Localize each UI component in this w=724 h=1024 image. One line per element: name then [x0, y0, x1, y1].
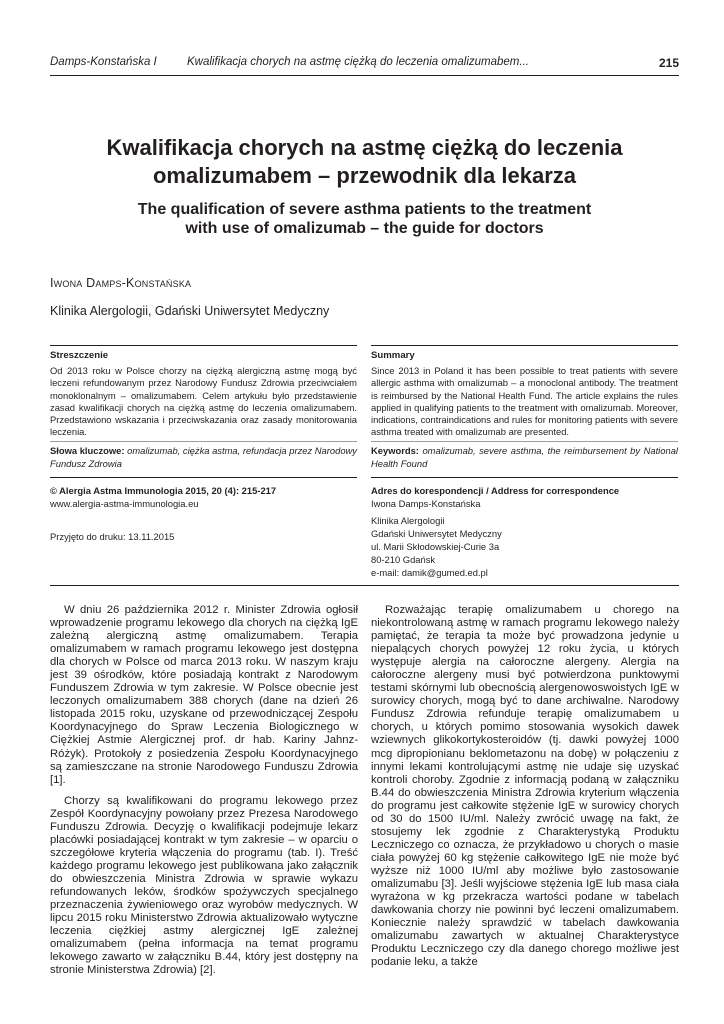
running-title: Kwalifikacja chorych na astmę ciężką do leczenia omalizumabem... — [187, 56, 529, 68]
abstract-en-keywords — [371, 445, 678, 469]
publication-top-rule — [50, 477, 357, 478]
correspondence-line-3: ul. Marii Skłodowskiej-Curie 3a — [371, 541, 500, 552]
abstract-en-divider — [371, 441, 678, 442]
body-paragraph: W dniu 26 października 2012 r. Minister Zdrowia ogłosił wprowadzenie programu lekowego dla chorych na ciężką IgE zależną alergiczną astmę omalizumabem. Terapia omalizumabem w ramach programu lekowego jest dostępna dla chorych w Polsce od marca 2013 roku. W naszym kraju jest 39 ośrodków, które posiadają kontrakt z Narodowym Funduszem Zdrowia w tym zakresie. W Polsce obecnie jest leczonych omalizumabem 388 chorych (dane na dzień 26 listopada 2015 roku, uzyskane od przewodniczącej Zespołu Koordynacyjnego do Spraw Leczenia Biologicznego w Ciężkiej Astmie Alergicznej prof. dr hab. Kariny Jahnz-Różyk). Protokoły z posiedzenia Zespołu Koordynacyjnego są zamieszczane na stronie Narodowego Funduszu Zdrowia [1]. — [50, 604, 358, 786]
author-name: Iwona Damps-Konstańska — [50, 276, 192, 290]
body-column-right — [371, 604, 679, 977]
keywords-pl-label: Słowa kluczowe: — [50, 445, 125, 457]
page-number: 215 — [658, 56, 679, 70]
body-paragraph: Rozważając terapię omalizumabem u chorego na niekontrolowaną astmę w ramach programu lekowego należy pamiętać, że terapia ta może być prowadzona jedynie u niepalących chorych powyżej 12 roku życia, u których występuje alergia na całoroczne alergeny. Alergia na całoroczne alergeny musi być potwierdzona punktowymi testami skórnymi lub obecnością alergenowoswoistych IgE w surowicy chorych, mogą być to dane archiwalne. Narodowy Fundusz Zdrowia refunduje terapię omalizumabem u chorych, u których pomimo stosowania wysokich dawek wziewnych glikokortykosteroidów (tj. dawki powyżej 1000 mcg dipropionianu beklometazonu na dobę) w połączeniu z innymi lekami kontrolującymi astmę nie udaje się uzyskać kontroli choroby. Zgodnie z informacją podaną w załączniku B.44 do obwieszczenia Ministra Zdrowia kryterium włączenia do programu jest całkowite stężenie IgE w surowicy chorych od 30 do 1500 IU/ml. Należy zwrócić uwagę na fakt, że stosujemy lek zgodnie z Charakterystyką Produktu Leczniczego co oznacza, że przykładowo u chorych o masie ciała powyżej 60 kg stężenie całkowitego IgE nie może być wyższe niż 1000 IU/ml aby możliwe było zastosowanie omalizumabu [3]. Jeśli wyjściowe stężenia IgE lub masa ciała wyrażona w kg przekracza wartości podane w tabelach dawkowania chorzy nie powinni być leczeni omalizumabem. Koniecznie należy sprawdzić w tabelach dawkowania omalizumabu zawartych w aktualnej Charakterystyce Produktu Leczniczego czy dla danego chorego możliwe jest podanie leku, a także — [371, 604, 679, 969]
abstract-en-text: Since 2013 in Poland it has been possible to treat patients with severe allergic asthma with omalizumab – a monoclonal antibody. The treatment is reimbursed by the National Health Fund. The article explains the rules applied in qualifying patients to the treatment with omalizumab. Moreover, indications, contraindications and rules for monitoring patients with severe asthma treated with omalizumab are presented. — [371, 365, 678, 438]
abstract-english — [371, 350, 678, 470]
abstract-pl-divider — [50, 441, 357, 442]
running-author: Damps-Konstańska I — [50, 56, 157, 68]
abstract-pl-top-rule — [50, 345, 357, 346]
keywords-en-label: Keywords: — [371, 445, 419, 457]
running-head — [50, 56, 679, 72]
correspondence-line-1: Klinika Alergologii — [371, 515, 445, 526]
keywords-en-text: omalizumab, severe asthma, the reimbursement by National Health Found — [371, 445, 678, 469]
abstract-pl-heading: Streszczenie — [50, 350, 109, 361]
article-title-polish — [50, 134, 679, 190]
title-en-line-1: The qualification of severe asthma patients to the treatment — [137, 201, 592, 218]
body-column-left — [50, 604, 358, 985]
journal-website-link[interactable]: www.alergia-astma-immunologia.eu — [50, 498, 199, 509]
title-pl-line-2: omalizumabem – przewodnik dla lekarza — [152, 163, 577, 188]
body-top-rule — [50, 585, 679, 586]
correspondence-email-link[interactable]: e-mail: damik@gumed.ed.pl — [371, 567, 488, 578]
correspondence-top-rule — [371, 477, 678, 478]
accepted-date: Przyjęto do druku: 13.11.2015 — [50, 531, 175, 542]
body-paragraph: Chorzy są kwalifikowani do programu lekowego przez Zespół Koordynacyjny powołany przez Prezesa Narodowego Funduszu Zdrowia. Decyzję o kwalifikacji podejmuje lekarz placówki posiadającej kontrakt w tym zakresie – w oparciu o szczegółowe kryteria włączenia do programu (tab. I). Treść każdego programu lekowego jest publikowana jako załącznik do obwieszczenia Ministra Zdrowia w sprawie wykazu refundowanych leków, środków spożywczych specjalnego przeznaczenia żywieniowego oraz wyrobów medycznych. W lipcu 2015 roku Ministerstwo Zdrowia aktualizowało wytyczne leczenia ciężkiej astmy alergicznej IgE zależnej omalizumabem (pełna informacja na temat programu lekowego zawarto w załączniku B.44, który jest dostępny na stronie Ministerstwa Zdrowia) [2]. — [50, 794, 358, 977]
header-rule — [50, 75, 679, 76]
author-affiliation: Klinika Alergologii, Gdański Uniwersytet Medyczny — [50, 304, 330, 318]
title-pl-line-1: Kwalifikacja chorych na astmę ciężką do leczenia — [106, 135, 623, 160]
abstract-en-top-rule — [371, 345, 678, 346]
correspondence-address — [371, 484, 678, 579]
correspondence-line-2: Gdański Uniwersytet Medyczny — [371, 528, 502, 539]
title-en-line-2: with use of omalizumab – the guide for doctors — [185, 220, 544, 237]
abstract-pl-text: Od 2013 roku w Polsce chorzy na ciężką alergiczną astmę mogą być leczeni refundowanym przez Narodowy Fundusz Zdrowia przeciwciałem monoklonalnym – omalizumabem. Celem artykułu było przedstawienie zasad kwalifikacji chorych na ciężką astmę do leczenia omalizumabem. Przedstawiono wskazania i przeciwskazania oraz zasady monitorowania leczenia. — [50, 365, 357, 438]
abstract-polish — [50, 350, 357, 470]
correspondence-line-4: 80-210 Gdańsk — [371, 554, 436, 565]
correspondence-name: Iwona Damps-Konstańska — [371, 498, 481, 509]
abstract-pl-keywords — [50, 445, 357, 469]
keywords-pl-text: omalizumab, ciężka astma, refundacja przez Narodowy Fundusz Zdrowia — [50, 445, 357, 469]
journal-citation: © Alergia Astma Immunologia 2015, 20 (4): 215-217 — [50, 485, 277, 496]
publication-info — [50, 484, 357, 543]
article-title-english — [50, 200, 679, 238]
correspondence-heading: Adres do korespondencji / Address for correspondence — [371, 485, 620, 496]
abstract-en-heading: Summary — [371, 350, 415, 361]
